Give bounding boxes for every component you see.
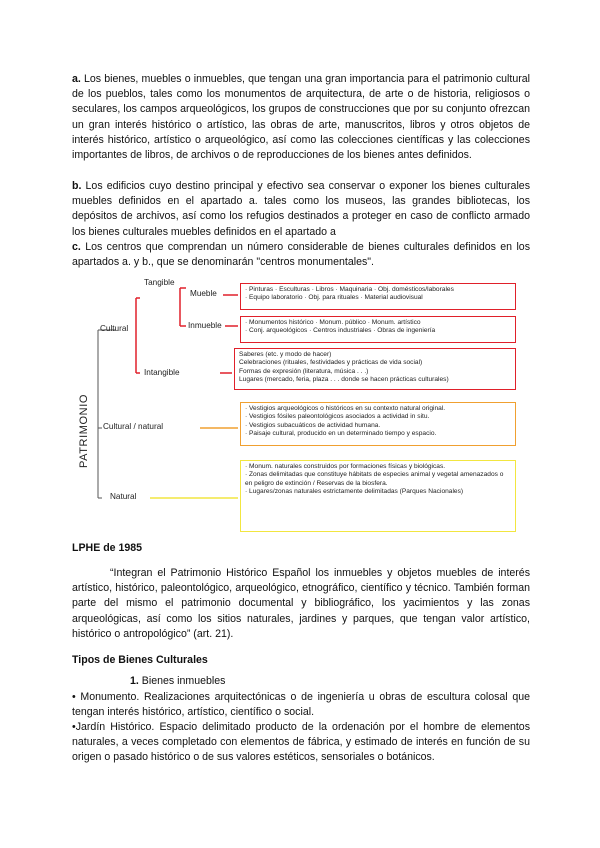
paragraph-c-label: c. [72,241,81,253]
intangible-item: Formas de expresión (literatura, música . . .) [239,367,369,375]
tipos-item-jardin: •Jardín Histórico. Espacio delimitado producto de la ordenación por el hombre de elementos naturales, a veces completado con elementos de fábrica, y estimado de interés en función de su origen o pasado histórico o de sus valores estéticos, sensoriales o botánicos. [72,721,530,764]
tipos-item-monumento: • Monumento. Realizaciones arquitectónicas o de ingeniería u obras de escultura colosal que tengan interés histórico, artístico, científico o social. [72,691,530,719]
patrimonio-label: PATRIMONIO [78,393,90,468]
natural-item: · Monum. naturales construidos por formaciones físicas y biológicas. [245,463,446,470]
paragraph-b-text: Los edificios cuyo destino principal y efectivo sea conservar o exponer los bienes culturales muebles definidos en el apartado a. tales como los museos, las grandes bibliotecas, los depósitos de archivos, así como los refugios destinados a proteger en caso de conflicto armado los bienes culturales muebles definidos en el apartado a [72,180,530,238]
natural-label: Natural [110,492,137,501]
inmueble-item: · Conj. arqueológicos · Centros industriales · Obras de ingeniería [245,327,436,335]
intangible-item: Lugares (mercado, feria, plaza . . . donde se hacen prácticas culturales) [239,375,449,383]
mueble-box [240,283,516,310]
tipos-sub-number: 1. [130,675,139,687]
patrimonio-diagram [70,278,540,540]
paragraph-b [72,179,530,240]
paragraph-a [72,72,530,163]
intangible-label: Intangible [144,368,180,377]
intangible-item: Saberes (etc. y modo de hacer) [239,351,332,358]
mueble-item: · Pinturas · Esculturas · Libros · Maquinaria · Obj. domésticos/laborales [245,286,454,293]
intangible-box [234,348,516,390]
lphe-quote: “Integran el Patrimonio Histórico Español los inmuebles y objetos muebles de interés artístico, histórico, paleontológico, arqueológico, etnográfico, científico y técnico. También forman parte del mismo el patrimonio documental y bibliográfico, los yacimientos y las zonas arqueológicas, así como los sitios naturales, jardines y parques, que tengan valor artístico, histórico o antropológico” (art. 21). [72,567,530,640]
cultural-natural-item: · Vestigios arqueológicos o históricos en su contexto natural original. [245,405,446,412]
cultural-natural-label: Cultural / natural [103,422,164,431]
mueble-item: · Equipo laboratorio · Obj. para rituales · Material audiovisual [245,294,423,302]
cultural-label: Cultural [100,324,129,333]
natural-box [240,460,516,532]
paragraph-c [72,240,530,270]
lphe-heading: LPHE de 1985 [72,542,143,554]
inmueble-box [240,316,516,343]
paragraph-a-text: Los bienes, muebles o inmuebles, que tengan una gran importancia para el patrimonio cultural de los pueblos, tales como los monumentos de arquitectura, de arte o de historia, religiosos o seculares, los campos arqueológicos, los grupos de construcciones que por su conjunto ofrezcan un gran interés histórico o artístico, las obras de arte, manuscritos, libros y otros objetos de interés histórico, artístico o arqueológico, así como las colecciones científicas y las colecciones importantes de libros, de archivos o de reproducciones de los bienes antes definidos. [72,73,530,162]
inmueble-label: Inmueble [188,321,222,330]
inmueble-item: · Monumentos histórico · Monum. público · Monum. artístico [245,319,421,326]
natural-item: · Lugares/zonas naturales estrictamente delimitadas (Parques Nacionales) [245,487,464,495]
tipos-subheading [130,675,225,687]
cultural-natural-item: · Paisaje cultural, producido en un determinado tiempo y espacio. [245,429,437,437]
mueble-label: Mueble [190,289,217,298]
cultural-natural-item: · Vestigios fósiles paleontológicos asociados a actividad in situ. [245,413,430,421]
tipos-heading: Tipos de Bienes Culturales [72,654,208,666]
tipos-sub-label: Bienes inmuebles [138,675,226,687]
tangible-label: Tangible [144,278,175,287]
cultural-natural-box [240,402,516,446]
cultural-natural-item: · Vestigios subacuáticos de actividad humana. [245,421,381,429]
intangible-item: Celebraciones (rituales, festividades y prácticas de vida social) [239,359,423,367]
paragraph-c-text: Los centros que comprendan un número considerable de bienes culturales definidos en los apartados a. y b., que se denominarán "centros monumentales". [72,241,530,269]
paragraph-b-label: b. [72,180,82,192]
paragraph-a-label: a. [72,73,81,85]
natural-item: · Zonas delimitadas que constituye hábitats de especies animal y vegetal amenazados o en peligro de extinción / Reservas de la biosfera. [245,471,504,487]
